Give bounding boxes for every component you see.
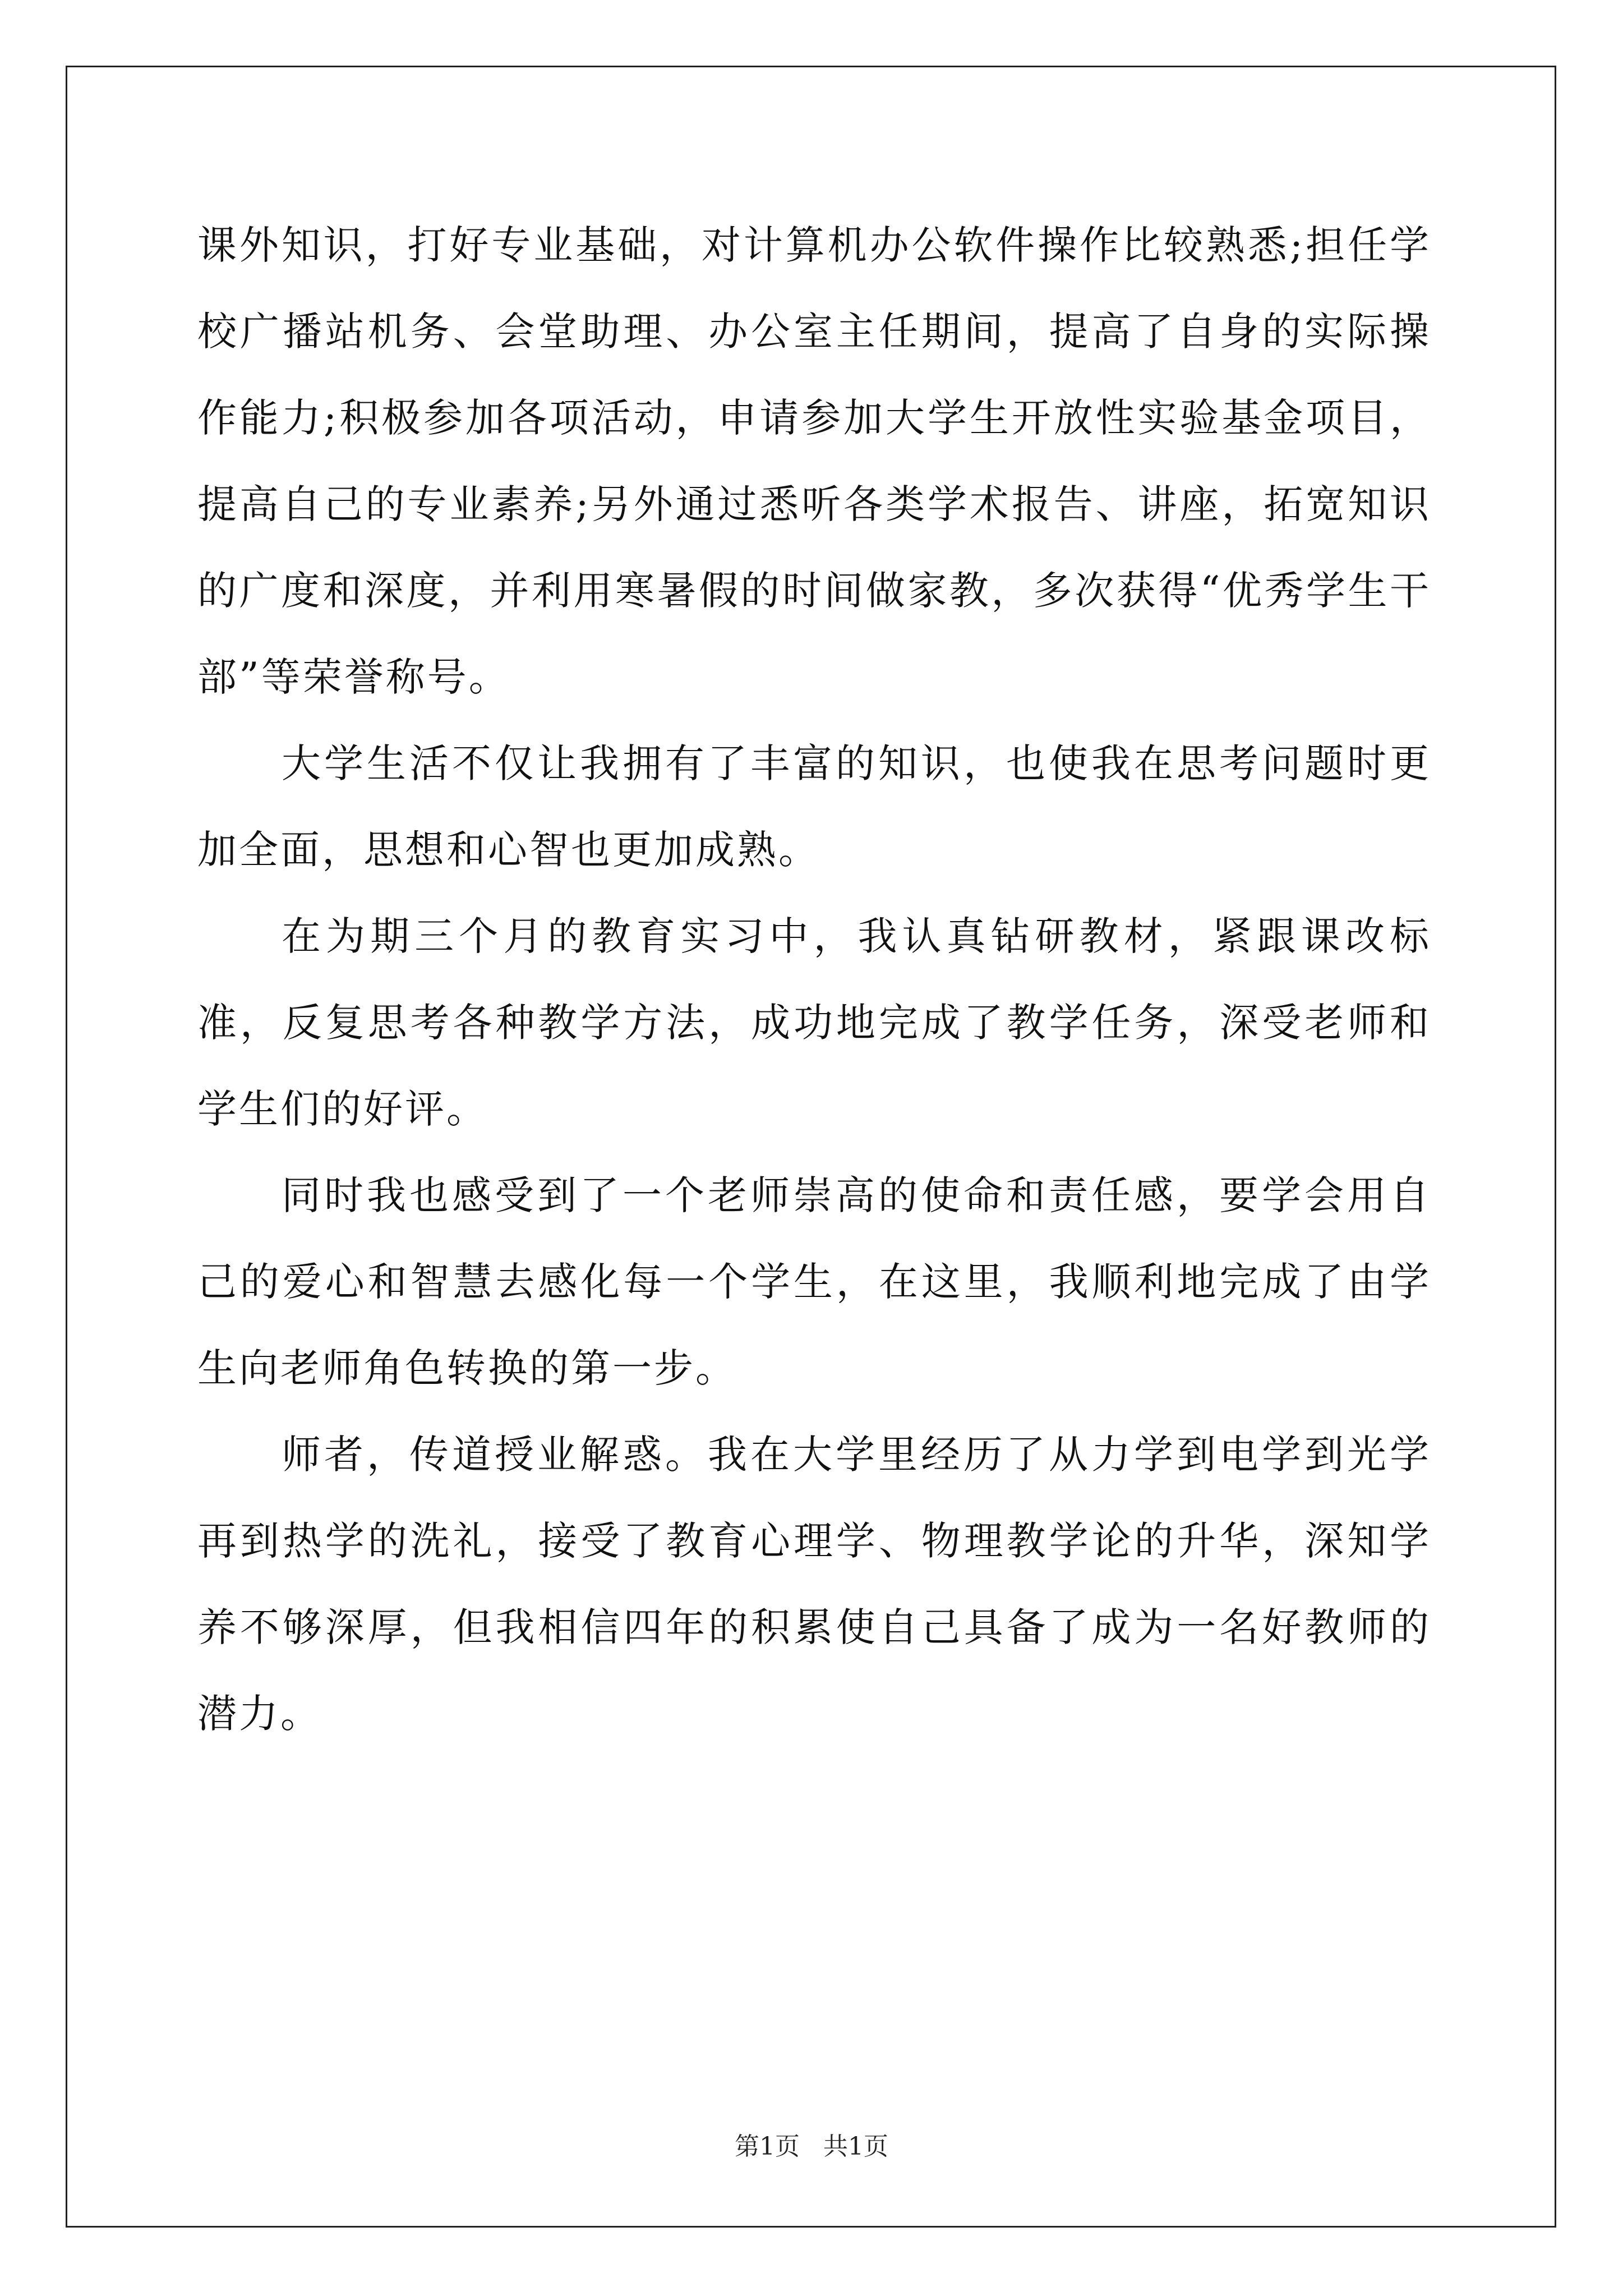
paragraph: 师者，传道授业解惑。我在大学里经历了从力学到电学到光学再到热学的洗礼，接受了教育心理学、物理教学论的升华，深知学养不够深厚，但我相信四年的积累使自己具备了成为一名好教师的潜力。 [197,1432,1431,1737]
paragraph: 在为期三个月的教育实习中，我认真钻研教材，紧跟课改标准，反复思考各种教学方法，成功地完成了教学任务，深受老师和学生们的好评。 [197,913,1431,1132]
document-body [197,202,1431,1757]
paragraph: 大学生活不仅让我拥有了丰富的知识，也使我在思考问题时更加全面，思想和心智也更加成熟。 [197,740,1431,873]
page-footer [0,2126,1623,2162]
page-total: 共1页 [823,2132,888,2161]
paragraph: 课外知识，打好专业基础，对计算机办公软件操作比较熟悉;担任学校广播站机务、会堂助理、办公室主任期间，提高了自身的实际操作能力;积极参加各项活动，申请参加大学生开放性实验基金项目，提高自己的专业素养;另外通过悉听各类学术报告、讲座，拓宽知识的广度和深度，并利用寒暑假的时间做家教，多次获得“优秀学生干部”等荣誉称号。 [197,222,1431,700]
paragraph: 同时我也感受到了一个老师崇高的使命和责任感，要学会用自己的爱心和智慧去感化每一个学生，在这里，我顺利地完成了由学生向老师角色转换的第一步。 [197,1172,1431,1391]
page-number: 第1页 [735,2132,800,2161]
